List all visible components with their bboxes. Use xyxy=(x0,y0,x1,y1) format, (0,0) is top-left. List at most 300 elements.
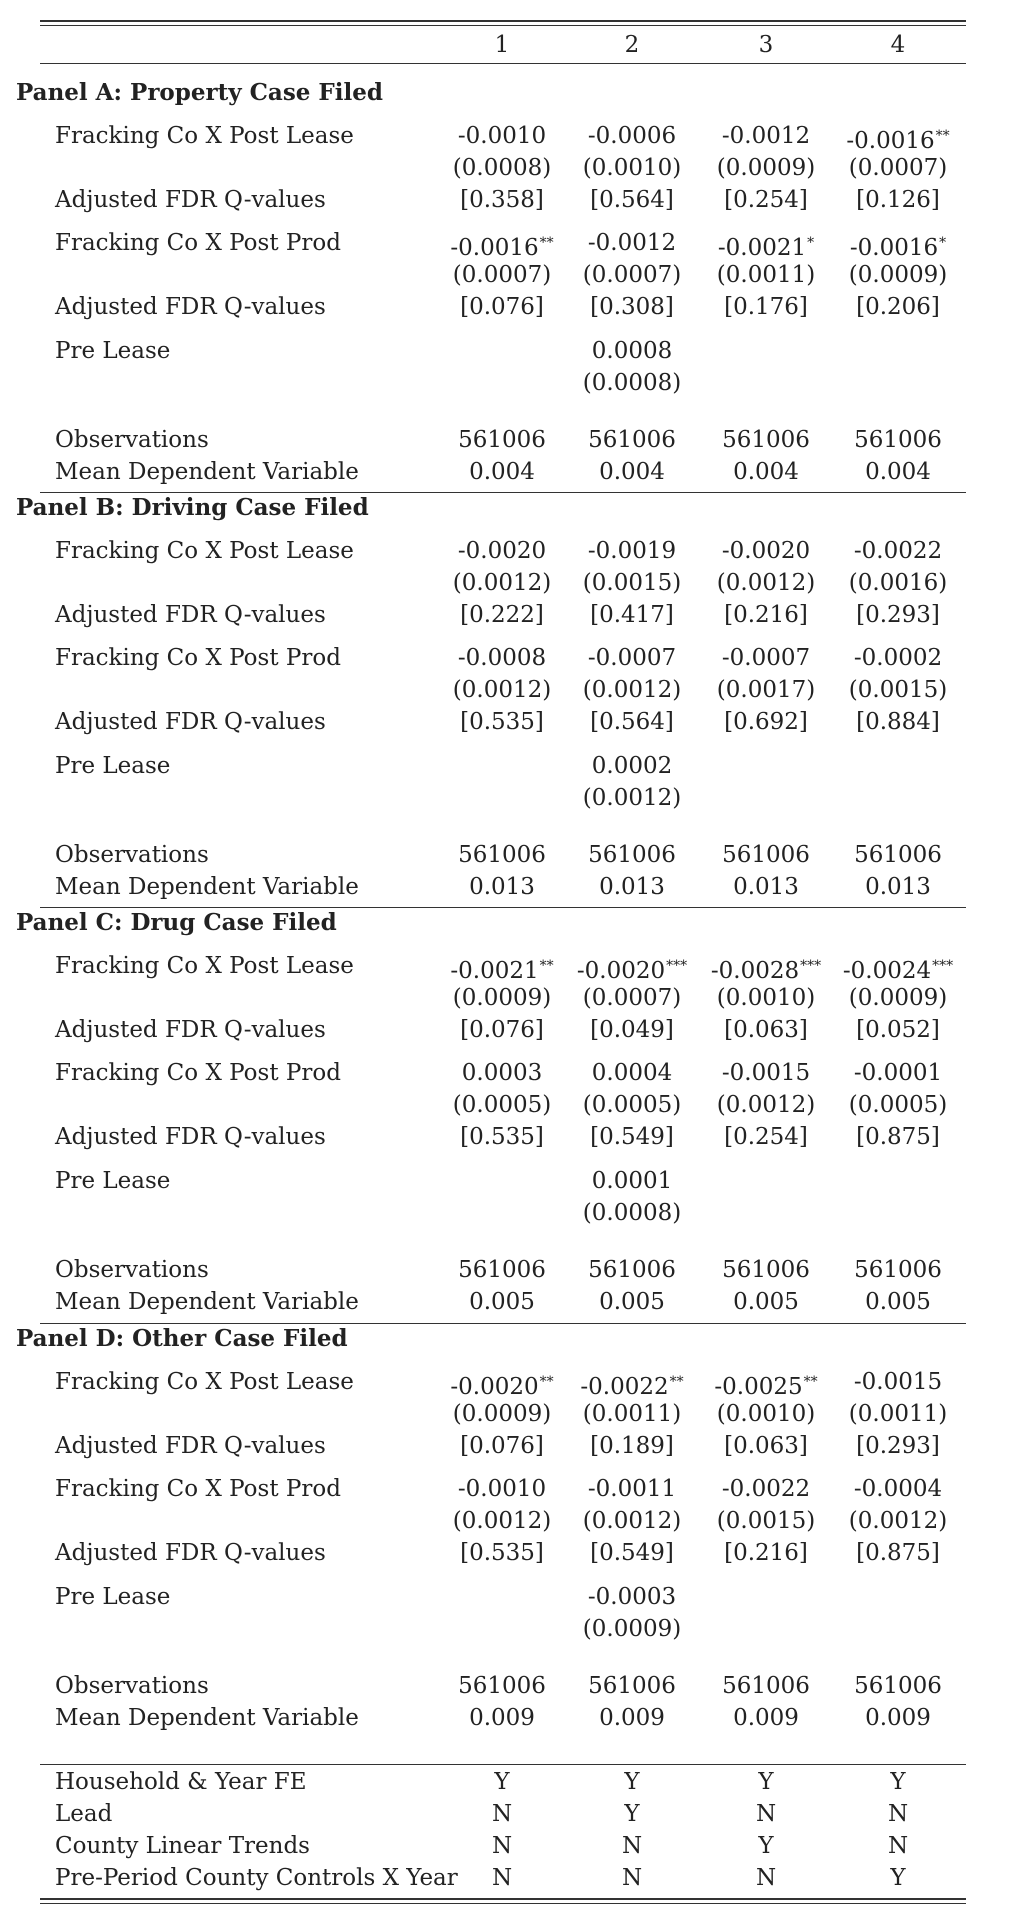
control-value-text: N xyxy=(755,1801,777,1827)
panel-title-text: Panel B: Driving Case Filed xyxy=(16,494,369,521)
table-cell-text: -0.0015 xyxy=(853,1369,943,1395)
table-cell-text: 561006 xyxy=(722,427,810,453)
table-cell-text: 561006 xyxy=(722,1673,810,1699)
table-cell-text: 0.013 xyxy=(599,874,665,900)
table-cell-text: 0.013 xyxy=(865,874,931,900)
table-cell xyxy=(469,1287,535,1317)
table-cell xyxy=(460,1015,544,1045)
table-cell xyxy=(583,983,681,1013)
table-cell-text: 0.009 xyxy=(865,1705,931,1731)
panel-title xyxy=(16,493,369,523)
table-cell-text: -0.0016 xyxy=(450,235,539,261)
control-label-text: Pre-Period County Controls X Year xyxy=(55,1865,458,1891)
table-cell-text: (0.0007) xyxy=(848,155,948,181)
table-cell xyxy=(469,1703,535,1733)
table-cell xyxy=(588,121,676,151)
table-cell xyxy=(599,872,665,902)
control-value-text: Y xyxy=(624,1769,640,1795)
bottom-rule-2 xyxy=(40,1903,966,1904)
top-rule-1 xyxy=(40,20,966,22)
table-cell-text: [0.126] xyxy=(856,187,940,213)
table-cell-text: 561006 xyxy=(854,1257,942,1283)
control-value xyxy=(756,1799,776,1829)
table-cell-text: (0.0005) xyxy=(848,1092,948,1118)
table-cell xyxy=(453,1090,551,1120)
table-cell-text: (0.0008) xyxy=(452,155,552,181)
table-cell-text: (0.0012) xyxy=(452,570,552,596)
row-label-text: Fracking Co X Post Prod xyxy=(55,645,341,671)
column-header-1 xyxy=(495,30,510,60)
row-label xyxy=(55,840,209,870)
row-label-text: Fracking Co X Post Lease xyxy=(55,953,354,979)
control-value-text: Y xyxy=(758,1833,774,1859)
table-cell xyxy=(849,1399,947,1429)
table-cell xyxy=(733,457,799,487)
panel-title xyxy=(16,78,383,108)
table-cell xyxy=(724,1431,808,1461)
table-cell xyxy=(592,1166,672,1196)
table-cell xyxy=(458,643,546,673)
row-label xyxy=(55,1582,170,1612)
table-cell-text: -0.0007 xyxy=(587,645,677,671)
table-cell xyxy=(722,1671,810,1701)
table-cell-text: (0.0012) xyxy=(452,1508,552,1534)
row-label-text: Mean Dependent Variable xyxy=(55,459,359,485)
table-cell-text: [0.254] xyxy=(724,1124,808,1150)
row-label-text: Fracking Co X Post Prod xyxy=(55,1060,341,1086)
table-cell-text: -0.0012 xyxy=(721,123,811,149)
table-cell-text: -0.0024 xyxy=(842,958,932,984)
table-cell-text: -0.0019 xyxy=(587,538,677,564)
table-cell-text: (0.0012) xyxy=(716,570,816,596)
row-label-text: Pre Lease xyxy=(55,753,171,779)
row-label xyxy=(55,707,326,737)
table-cell-text: [0.293] xyxy=(856,602,940,628)
table-cell-text: 0.004 xyxy=(599,459,665,485)
table-cell xyxy=(592,751,672,781)
table-cell-text: [0.254] xyxy=(724,187,808,213)
table-cell-text: [0.535] xyxy=(460,1124,544,1150)
table-cell xyxy=(588,425,676,455)
table-cell xyxy=(722,840,810,870)
table-cell xyxy=(583,368,681,398)
table-cell-text: 0.004 xyxy=(733,459,799,485)
table-cell-text: -0.0007 xyxy=(721,645,811,671)
table-cell xyxy=(592,336,672,366)
table-cell-text: 561006 xyxy=(588,1673,676,1699)
table-cell xyxy=(583,1506,681,1536)
table-cell xyxy=(460,185,544,215)
table-cell xyxy=(453,260,551,290)
table-cell xyxy=(453,568,551,598)
table-cell xyxy=(583,1399,681,1429)
table-cell xyxy=(733,872,799,902)
row-label-text: Mean Dependent Variable xyxy=(55,874,359,900)
table-cell xyxy=(450,228,553,263)
table-cell-text: (0.0009) xyxy=(716,155,816,181)
table-cell xyxy=(717,153,815,183)
table-cell-text: (0.0009) xyxy=(452,985,552,1011)
table-cell-text: (0.0007) xyxy=(582,985,682,1011)
table-cell xyxy=(590,292,674,322)
control-value-text: N xyxy=(621,1865,643,1891)
table-cell-text: -0.0022 xyxy=(721,1476,811,1502)
control-value xyxy=(492,1863,512,1893)
row-label-text: Observations xyxy=(55,427,209,453)
table-cell xyxy=(856,1122,940,1152)
panel-title-text: Panel D: Other Case Filed xyxy=(16,1325,348,1352)
table-cell xyxy=(583,1614,681,1644)
table-cell-text: 0.0003 xyxy=(461,1060,543,1086)
control-value xyxy=(756,1863,776,1893)
table-cell xyxy=(469,872,535,902)
table-cell-text: (0.0008) xyxy=(582,370,682,396)
table-cell xyxy=(717,1399,815,1429)
table-cell-text: 0.0001 xyxy=(591,1168,673,1194)
table-cell xyxy=(460,600,544,630)
row-label-text: Mean Dependent Variable xyxy=(55,1289,359,1315)
table-cell-text: -0.0010 xyxy=(457,1476,547,1502)
control-label-text: Lead xyxy=(55,1801,113,1827)
significance-stars: ** xyxy=(803,1374,818,1390)
table-cell xyxy=(849,260,947,290)
control-value-text: N xyxy=(491,1833,513,1859)
table-cell xyxy=(865,457,931,487)
table-cell xyxy=(717,568,815,598)
table-cell xyxy=(865,872,931,902)
row-label-text: Fracking Co X Post Prod xyxy=(55,230,341,256)
table-cell-text: 561006 xyxy=(588,1257,676,1283)
table-cell xyxy=(733,1287,799,1317)
table-cell xyxy=(722,536,810,566)
table-cell xyxy=(588,643,676,673)
table-cell-text: [0.535] xyxy=(460,1540,544,1566)
table-cell-text: 0.009 xyxy=(469,1705,535,1731)
row-label xyxy=(55,1703,359,1733)
table-cell-text: 0.009 xyxy=(733,1705,799,1731)
table-cell xyxy=(865,1287,931,1317)
table-cell-text: 0.0002 xyxy=(591,753,673,779)
column-header-4-text: 4 xyxy=(890,32,906,58)
table-cell xyxy=(458,1474,546,1504)
table-cell xyxy=(458,1255,546,1285)
table-cell-text: (0.0009) xyxy=(848,985,948,1011)
significance-stars: ** xyxy=(539,235,554,251)
table-cell-text: (0.0012) xyxy=(582,677,682,703)
table-cell xyxy=(460,292,544,322)
table-cell xyxy=(580,1367,683,1402)
table-cell-text: (0.0011) xyxy=(582,1401,682,1427)
table-cell xyxy=(460,1538,544,1568)
table-cell xyxy=(843,951,953,986)
table-cell-text: -0.0020 xyxy=(721,538,811,564)
row-label-text: Adjusted FDR Q-values xyxy=(55,1433,326,1459)
row-label-text: Pre Lease xyxy=(55,1168,171,1194)
table-cell xyxy=(717,260,815,290)
table-cell xyxy=(849,1506,947,1536)
row-label xyxy=(55,1431,326,1461)
table-cell-text: -0.0012 xyxy=(587,230,677,256)
table-cell-text: [0.206] xyxy=(856,294,940,320)
table-cell-text: 561006 xyxy=(458,427,546,453)
table-cell xyxy=(599,1287,665,1317)
row-label-text: Adjusted FDR Q-values xyxy=(55,709,326,735)
table-cell xyxy=(724,1122,808,1152)
table-cell xyxy=(458,536,546,566)
table-cell-text: 0.004 xyxy=(469,459,535,485)
control-label xyxy=(55,1863,458,1893)
row-label-text: Adjusted FDR Q-values xyxy=(55,1124,326,1150)
table-cell xyxy=(460,1431,544,1461)
table-cell xyxy=(722,1474,810,1504)
control-value-text: Y xyxy=(890,1865,906,1891)
table-cell-text: [0.076] xyxy=(460,294,544,320)
table-cell-text: 0.013 xyxy=(469,874,535,900)
table-cell xyxy=(588,1255,676,1285)
table-cell xyxy=(718,228,814,263)
control-label xyxy=(55,1831,310,1861)
table-cell-text: [0.052] xyxy=(856,1017,940,1043)
table-cell-text: [0.293] xyxy=(856,1433,940,1459)
row-label-text: Adjusted FDR Q-values xyxy=(55,1540,326,1566)
row-label xyxy=(55,292,326,322)
table-cell-text: [0.176] xyxy=(724,294,808,320)
row-label-text: Adjusted FDR Q-values xyxy=(55,187,326,213)
table-cell-text: [0.417] xyxy=(590,602,674,628)
header-rule xyxy=(40,63,966,64)
table-cell xyxy=(854,840,942,870)
table-cell-text: [0.222] xyxy=(460,602,544,628)
table-cell xyxy=(460,1122,544,1152)
control-value xyxy=(492,1831,512,1861)
row-label xyxy=(55,1122,326,1152)
table-cell-text: [0.049] xyxy=(590,1017,674,1043)
row-label xyxy=(55,1538,326,1568)
table-cell-text: [0.076] xyxy=(460,1017,544,1043)
table-cell-text: 561006 xyxy=(854,842,942,868)
row-label xyxy=(55,600,326,630)
table-cell-text: (0.0012) xyxy=(848,1508,948,1534)
table-cell xyxy=(453,983,551,1013)
table-cell-text: -0.0015 xyxy=(721,1060,811,1086)
table-cell xyxy=(590,707,674,737)
table-cell xyxy=(856,1015,940,1045)
table-cell xyxy=(453,1399,551,1429)
table-cell-text: 0.005 xyxy=(599,1289,665,1315)
table-cell-text: (0.0011) xyxy=(848,1401,948,1427)
row-label xyxy=(55,121,354,151)
table-cell xyxy=(711,951,821,986)
control-value xyxy=(492,1799,512,1829)
table-cell xyxy=(588,228,676,258)
table-cell-text: (0.0017) xyxy=(716,677,816,703)
table-cell-text: [0.189] xyxy=(590,1433,674,1459)
row-label xyxy=(55,1474,341,1504)
table-cell-text: (0.0012) xyxy=(716,1092,816,1118)
table-cell-text: 0.004 xyxy=(865,459,931,485)
row-label-text: Fracking Co X Post Lease xyxy=(55,538,354,564)
row-label xyxy=(55,336,170,366)
table-cell xyxy=(583,783,681,813)
control-value-text: Y xyxy=(494,1769,510,1795)
row-label xyxy=(55,536,354,566)
table-cell xyxy=(854,536,942,566)
table-cell-text: (0.0010) xyxy=(582,155,682,181)
table-cell-text: (0.0009) xyxy=(848,262,948,288)
control-value xyxy=(622,1831,642,1861)
control-value xyxy=(890,1863,905,1893)
table-cell-text: 0.009 xyxy=(599,1705,665,1731)
row-label-text: Fracking Co X Post Prod xyxy=(55,1476,341,1502)
control-value-text: N xyxy=(621,1833,643,1859)
table-cell-text: [0.216] xyxy=(724,602,808,628)
control-value-text: Y xyxy=(890,1769,906,1795)
table-cell xyxy=(854,1367,942,1397)
table-cell-text: (0.0005) xyxy=(582,1092,682,1118)
table-cell xyxy=(460,707,544,737)
control-value xyxy=(494,1767,509,1797)
table-cell xyxy=(722,121,810,151)
control-value xyxy=(758,1767,773,1797)
control-value-text: N xyxy=(887,1801,909,1827)
table-cell xyxy=(590,1015,674,1045)
table-cell xyxy=(856,1431,940,1461)
row-label xyxy=(55,951,354,981)
table-cell-text: (0.0009) xyxy=(582,1616,682,1642)
table-cell-text: 561006 xyxy=(588,842,676,868)
table-cell-text: -0.0006 xyxy=(587,123,677,149)
table-cell-text: 0.013 xyxy=(733,874,799,900)
table-cell xyxy=(450,1367,553,1402)
row-label xyxy=(55,1671,209,1701)
table-cell-text: [0.884] xyxy=(856,709,940,735)
table-cell-text: (0.0015) xyxy=(582,570,682,596)
significance-stars: ** xyxy=(539,958,554,974)
table-cell xyxy=(717,1506,815,1536)
table-cell-text: -0.0004 xyxy=(853,1476,943,1502)
table-cell-text: (0.0010) xyxy=(716,985,816,1011)
row-label-text: Pre Lease xyxy=(55,338,171,364)
table-cell xyxy=(453,1506,551,1536)
row-label xyxy=(55,457,359,487)
table-cell-text: [0.549] xyxy=(590,1124,674,1150)
table-cell xyxy=(865,1703,931,1733)
control-value xyxy=(758,1831,773,1861)
significance-stars: ** xyxy=(539,1374,554,1390)
table-cell xyxy=(722,1255,810,1285)
table-cell-text: (0.0012) xyxy=(452,677,552,703)
table-cell xyxy=(849,1090,947,1120)
row-label-text: Adjusted FDR Q-values xyxy=(55,602,326,628)
table-cell xyxy=(856,600,940,630)
table-cell-text: -0.0016 xyxy=(849,235,939,261)
table-cell xyxy=(583,1198,681,1228)
column-header-4 xyxy=(891,30,906,60)
table-cell-text: [0.308] xyxy=(590,294,674,320)
control-label xyxy=(55,1799,112,1829)
control-value-text: N xyxy=(491,1865,513,1891)
table-cell-text: -0.0008 xyxy=(457,645,547,671)
column-header-2-text: 2 xyxy=(624,32,640,58)
significance-stars: *** xyxy=(932,958,954,974)
table-cell-text: (0.0010) xyxy=(716,1401,816,1427)
table-cell xyxy=(724,600,808,630)
table-cell xyxy=(856,1538,940,1568)
control-value-text: Y xyxy=(624,1801,640,1827)
table-cell-text: -0.0022 xyxy=(580,1374,669,1400)
control-value xyxy=(624,1767,639,1797)
table-cell xyxy=(854,1671,942,1701)
table-cell-text: 561006 xyxy=(458,842,546,868)
panel-title-text: Panel A: Property Case Filed xyxy=(16,79,383,106)
table-cell xyxy=(856,185,940,215)
control-value-text: N xyxy=(755,1865,777,1891)
table-cell-text: -0.0025 xyxy=(714,1374,803,1400)
table-cell-text: -0.0021 xyxy=(450,958,539,984)
significance-stars: ** xyxy=(669,1374,684,1390)
row-label xyxy=(55,643,341,673)
table-cell xyxy=(856,292,940,322)
table-cell-text: 561006 xyxy=(722,842,810,868)
significance-stars: * xyxy=(939,235,947,251)
table-cell-text: 561006 xyxy=(854,1673,942,1699)
row-label-text: Pre Lease xyxy=(55,1584,171,1610)
row-label-text: Fracking Co X Post Lease xyxy=(55,123,354,149)
control-value xyxy=(888,1799,908,1829)
row-label xyxy=(55,185,326,215)
control-label-text: County Linear Trends xyxy=(55,1833,310,1859)
control-label-text: Household & Year FE xyxy=(55,1769,307,1795)
table-cell xyxy=(583,675,681,705)
table-cell xyxy=(590,600,674,630)
table-cell-text: -0.0010 xyxy=(457,123,547,149)
table-cell-text: -0.0022 xyxy=(853,538,943,564)
table-cell-text: [0.875] xyxy=(856,1540,940,1566)
table-cell-text: 561006 xyxy=(588,427,676,453)
row-label-text: Fracking Co X Post Lease xyxy=(55,1369,354,1395)
table-cell xyxy=(583,153,681,183)
control-value xyxy=(624,1799,639,1829)
table-cell-text: (0.0008) xyxy=(582,1200,682,1226)
table-cell xyxy=(849,983,947,1013)
table-cell-text: [0.875] xyxy=(856,1124,940,1150)
table-cell xyxy=(722,425,810,455)
table-cell xyxy=(458,121,546,151)
table-cell-text: [0.063] xyxy=(724,1433,808,1459)
table-cell xyxy=(469,457,535,487)
table-cell-text: 0.0008 xyxy=(591,338,673,364)
row-label xyxy=(55,1058,341,1088)
control-value-text: N xyxy=(887,1833,909,1859)
table-cell-text: -0.0001 xyxy=(853,1060,943,1086)
table-cell xyxy=(849,153,947,183)
table-cell-text: [0.564] xyxy=(590,709,674,735)
table-cell xyxy=(590,1538,674,1568)
table-cell xyxy=(854,1255,942,1285)
column-header-3-text: 3 xyxy=(758,32,774,58)
table-cell xyxy=(453,675,551,705)
table-cell-text: (0.0005) xyxy=(452,1092,552,1118)
table-cell-text: -0.0011 xyxy=(587,1476,677,1502)
table-cell xyxy=(450,951,553,986)
row-label-text: Adjusted FDR Q-values xyxy=(55,1017,326,1043)
table-cell xyxy=(717,1090,815,1120)
row-label xyxy=(55,751,170,781)
table-cell xyxy=(588,1671,676,1701)
table-cell-text: (0.0016) xyxy=(848,570,948,596)
table-cell-text: (0.0007) xyxy=(582,262,682,288)
table-cell-text: 561006 xyxy=(854,427,942,453)
